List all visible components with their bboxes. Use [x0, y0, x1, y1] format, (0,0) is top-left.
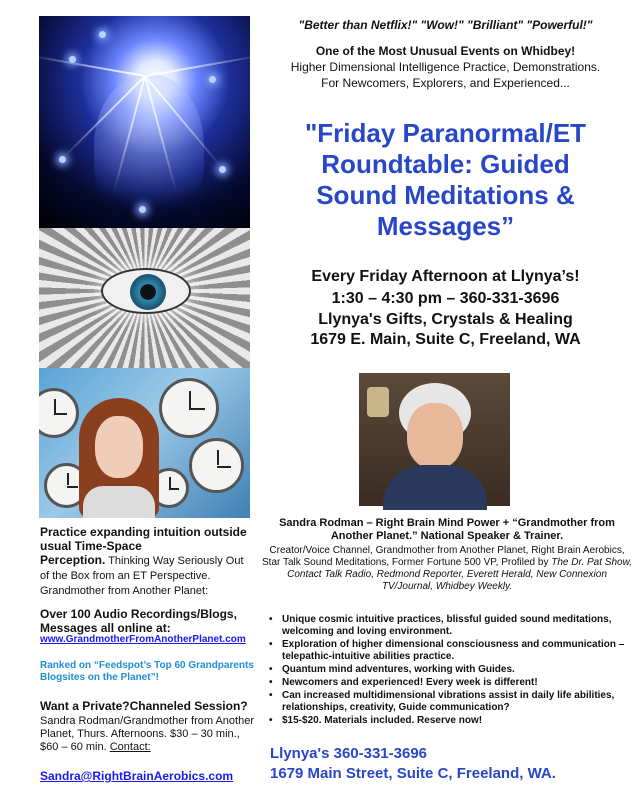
title-line: Messages” — [376, 211, 515, 241]
woman-clocks-image — [39, 368, 250, 518]
event-title — [262, 118, 629, 242]
iris-shape — [130, 274, 166, 310]
speaker-photo — [359, 373, 510, 506]
speaker-caption-body — [262, 545, 632, 593]
event-venue: Llynya's Gifts, Crystals & Healing — [318, 311, 573, 328]
review-quotes: "Better than Netflix!" "Wow!" "Brilliant" "Powerful!" — [298, 18, 593, 32]
clock-icon — [159, 378, 219, 438]
brain-light-image — [39, 16, 250, 228]
session-details — [40, 715, 255, 754]
list-item: • $15-$20. Materials included. Reserve now! — [262, 715, 632, 727]
list-item: • Exploration of higher dimensional consciousness and communication – telepathic-intuitive abilities practice. — [262, 639, 632, 663]
light-ray — [145, 54, 250, 77]
caption-media-list: The Dr. Pat Show, Contact Talk Radio, Redmond Reporter, Everett Herald, New Connexion TV/Journal, Whidbey Weekly. — [287, 557, 633, 592]
left-body-text: Thinking Way Seriously Out of the Box from an ET Perspective. Grandmother from Another Planet: — [40, 555, 244, 597]
session-heading: Want a Private?Channeled Session? — [40, 699, 248, 713]
left-heading: Practice expanding intuition outside usual Time-Space — [40, 525, 247, 553]
lamp-shape — [367, 387, 389, 417]
event-schedule: Every Friday Afternoon at Llynya’s! — [311, 268, 580, 285]
subtitle-line: Higher Dimensional Intelligence Practice, Demonstrations. — [290, 60, 601, 74]
email-link[interactable]: Sandra@RightBrainAerobics.com — [40, 769, 234, 783]
ranking-text: Ranked on “Feedspot’s Top 60 Grandparents Blogsites on the Planet”! — [40, 660, 254, 683]
event-address: 1679 E. Main, Suite C, Freeland, WA — [310, 331, 581, 348]
light-ray — [39, 54, 145, 77]
subtitle-line: For Newcomers, Explorers, and Experienced... — [321, 76, 570, 90]
contact-address: 1679 Main Street, Suite C, Freeland, WA. — [270, 765, 556, 782]
tagline: One of the Most Unusual Events on Whidbey! — [315, 44, 576, 58]
title-line: "Friday Paranormal/ET — [304, 118, 587, 148]
spark-dot — [59, 156, 66, 163]
spark-dot — [219, 166, 226, 173]
woman-figure — [79, 398, 159, 518]
clock-icon — [39, 388, 79, 438]
spark-dot — [139, 206, 146, 213]
title-line: Roundtable: Guided — [321, 149, 570, 179]
event-time-phone: 1:30 – 4:30 pm – 360-331-3696 — [331, 290, 560, 307]
spark-dot — [209, 76, 216, 83]
session-text: Sandra Rodman/Grandmother from Another Planet, Thurs. Afternoons. $30 – 30 min., $60 – 60 min. — [40, 715, 255, 753]
clock-icon — [189, 438, 244, 493]
spark-dot — [69, 56, 76, 63]
list-item: • Unique cosmic intuitive practices, blissful guided sound meditations, welcoming and loving environment. — [262, 614, 632, 638]
list-item: • Quantum mind adventures, working with Guides. — [262, 664, 632, 676]
website-link[interactable]: www.GrandmotherFromAnotherPlanet.com — [40, 634, 246, 645]
eye-vortex-image — [39, 228, 250, 368]
eye-shape — [101, 268, 191, 314]
contact-phone: Llynya's 360-331-3696 — [270, 745, 428, 762]
spark-dot — [99, 31, 106, 38]
feature-list — [262, 614, 632, 728]
list-item: • Newcomers and experienced! Every week is different! — [262, 677, 632, 689]
contact-label: Contact: — [109, 741, 151, 753]
speaker-caption-title: Sandra Rodman – Right Brain Mind Power + “Grandmother from Another Planet.” National Speaker & Trainer. — [279, 517, 615, 542]
title-line: Sound Meditations & — [316, 180, 575, 210]
left-heading-cont — [40, 553, 255, 598]
list-item: • Can increased multidimensional vibrations assist in daily life abilities, relationships, creativity, Guide communication? — [262, 690, 632, 714]
recordings-text: Over 100 Audio Recordings/Blogs, Messages all online at: — [40, 607, 237, 635]
left-heading-bold: Perception. — [40, 553, 106, 567]
caption-text: Creator/Voice Channel, Grandmother from Another Planet, Right Brain Aerobics, Star Talk Sound Meditations, Former Fortune 500 VP, Profiled by — [262, 545, 625, 568]
